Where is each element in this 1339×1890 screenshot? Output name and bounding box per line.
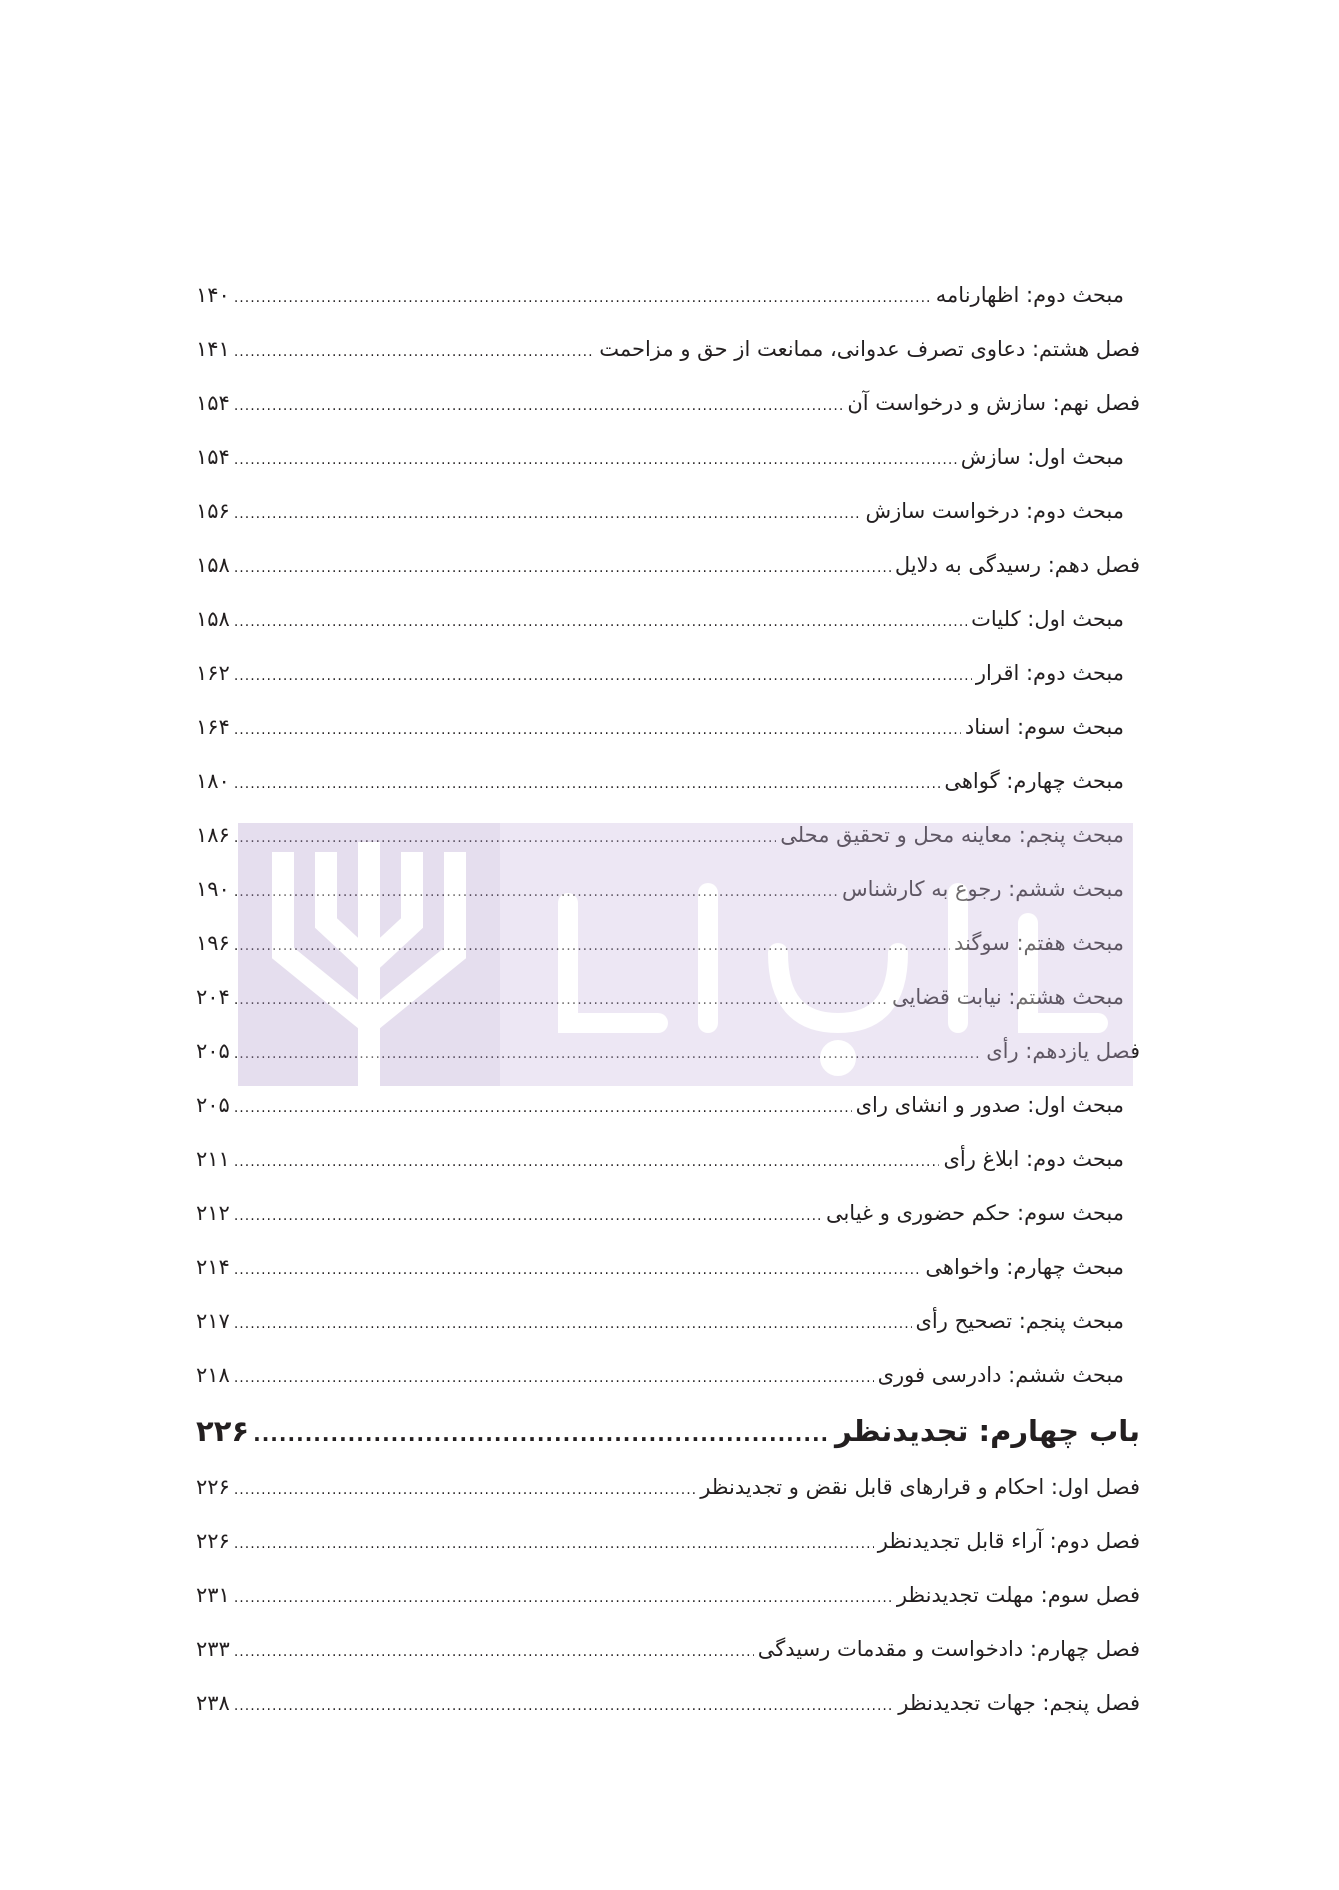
entry-page-number: ۱۴۰	[196, 283, 230, 307]
entry-title: مبحث ششم: رجوع به کارشناس	[842, 877, 1124, 901]
dot-leader	[234, 1243, 922, 1297]
entry-page-number: ۲۰۵	[196, 1093, 230, 1117]
entry-title: مبحث هفتم: سوگند	[954, 931, 1124, 955]
dot-leader	[234, 1625, 754, 1679]
toc-entry	[196, 1348, 1140, 1402]
entry-page-number: ۲۳۸	[196, 1691, 230, 1715]
entry-title: مبحث دوم: ابلاغ رأی	[943, 1147, 1124, 1171]
dot-leader	[234, 811, 776, 865]
entry-page-number: ۲۲۶	[196, 1475, 230, 1499]
entry-title: مبحث سوم: اسناد	[964, 715, 1124, 739]
dot-leader	[234, 1571, 893, 1625]
entry-title: فصل دوم: آراء قابل تجدیدنظر	[877, 1529, 1140, 1553]
entry-page-number: ۱۸۰	[196, 769, 230, 793]
entry-title: مبحث ششم: دادرسی فوری	[877, 1363, 1124, 1387]
toc-entry	[196, 592, 1140, 646]
toc-entry	[196, 1132, 1140, 1186]
toc-entry	[196, 970, 1140, 1024]
entry-title: مبحث دوم: درخواست سازش	[865, 499, 1124, 523]
dot-leader	[234, 703, 961, 757]
dot-leader	[234, 1679, 894, 1733]
entry-title: مبحث اول: صدور و انشای رای	[855, 1093, 1124, 1117]
dot-leader	[234, 379, 844, 433]
entry-page-number: ۲۳۳	[196, 1637, 230, 1661]
toc-entry	[196, 376, 1140, 430]
toc-entry	[196, 1460, 1140, 1514]
toc-heading	[196, 1402, 1140, 1460]
toc-entry	[196, 430, 1140, 484]
entry-title: فصل پنجم: جهات تجدیدنظر	[898, 1691, 1140, 1715]
entry-page-number: ۲۱۱	[196, 1147, 230, 1171]
entry-page-number: ۲۱۸	[196, 1363, 230, 1387]
toc-entry	[196, 538, 1140, 592]
entry-title: فصل چهارم: دادخواست و مقدمات رسیدگی	[757, 1637, 1140, 1661]
entry-page-number: ۱۹۶	[196, 931, 230, 955]
entry-page-number: ۲۲۶	[196, 1529, 230, 1553]
entry-page-number: ۱۵۸	[196, 553, 230, 577]
dot-leader	[234, 919, 950, 973]
entry-page-number: ۱۵۶	[196, 499, 230, 523]
dot-leader	[234, 1081, 852, 1135]
table-of-contents	[196, 268, 1140, 1730]
toc-entry	[196, 754, 1140, 808]
entry-title: مبحث هشتم: نیابت قضایی	[891, 985, 1124, 1009]
dot-leader	[234, 271, 932, 325]
toc-entry	[196, 700, 1140, 754]
toc-entry	[196, 484, 1140, 538]
entry-title: مبحث دوم: اظهارنامه	[935, 283, 1124, 307]
entry-title: فصل اول: احکام و قرارهای قابل نقض و تجدیدنظر	[700, 1475, 1140, 1499]
toc-entry	[196, 1514, 1140, 1568]
entry-page-number: ۱۶۴	[196, 715, 230, 739]
dot-leader	[234, 595, 967, 649]
toc-entry	[196, 646, 1140, 700]
entry-page-number: ۱۵۸	[196, 607, 230, 631]
toc-entry	[196, 862, 1140, 916]
toc-entry	[196, 1568, 1140, 1622]
dot-leader	[234, 433, 957, 487]
entry-title: مبحث پنجم: تصحیح رأی	[915, 1309, 1124, 1333]
entry-page-number: ۲۳۱	[196, 1583, 230, 1607]
toc-entry	[196, 1186, 1140, 1240]
entry-page-number: ۱۴۱	[196, 337, 230, 361]
entry-title: فصل نهم: سازش و درخواست آن	[847, 391, 1140, 415]
toc-entry	[196, 1676, 1140, 1730]
toc-entry	[196, 1622, 1140, 1676]
toc-entry	[196, 1024, 1140, 1078]
dot-leader	[234, 541, 891, 595]
toc-entry	[196, 808, 1140, 862]
entry-page-number: ۱۶۲	[196, 661, 230, 685]
toc-entry	[196, 268, 1140, 322]
entry-title: مبحث سوم: حکم حضوری و غیابی	[825, 1201, 1124, 1225]
dot-leader	[234, 757, 941, 811]
dot-leader	[234, 1297, 912, 1351]
entry-title: مبحث پنجم: معاینه محل و تحقیق محلی	[780, 823, 1124, 847]
dot-leader	[253, 1405, 831, 1463]
toc-entry	[196, 916, 1140, 970]
dot-leader	[234, 1351, 874, 1405]
entry-page-number: ۲۰۴	[196, 985, 230, 1009]
dot-leader	[234, 973, 888, 1027]
entry-title: باب چهارم: تجدیدنظر	[835, 1414, 1140, 1448]
entry-page-number: ۱۵۴	[196, 445, 230, 469]
dot-leader	[234, 1135, 940, 1189]
entry-page-number: ۲۰۵	[196, 1039, 230, 1063]
entry-page-number: ۲۱۲	[196, 1201, 230, 1225]
dot-leader	[234, 649, 972, 703]
dot-leader	[234, 1189, 822, 1243]
entry-title: مبحث چهارم: واخواهی	[925, 1255, 1124, 1279]
dot-leader	[234, 1463, 696, 1517]
dot-leader	[234, 487, 862, 541]
toc-entry	[196, 322, 1140, 376]
dot-leader	[234, 325, 595, 379]
entry-page-number: ۱۵۴	[196, 391, 230, 415]
entry-title: مبحث اول: کلیات	[971, 607, 1124, 631]
toc-entry	[196, 1294, 1140, 1348]
entry-title: مبحث اول: سازش	[960, 445, 1124, 469]
toc-entry	[196, 1240, 1140, 1294]
entry-page-number: ۲۱۴	[196, 1255, 230, 1279]
entry-page-number: ۱۸۶	[196, 823, 230, 847]
entry-page-number: ۲۲۶	[196, 1414, 250, 1448]
dot-leader	[234, 1517, 874, 1571]
dot-leader	[234, 1027, 982, 1081]
entry-title: فصل سوم: مهلت تجدیدنظر	[896, 1583, 1140, 1607]
dot-leader	[234, 865, 838, 919]
toc-entry	[196, 1078, 1140, 1132]
entry-title: فصل دهم: رسیدگی به دلایل	[894, 553, 1140, 577]
entry-title: فصل یازدهم: رأی	[986, 1039, 1140, 1063]
entry-title: مبحث دوم: اقرار	[975, 661, 1124, 685]
entry-page-number: ۲۱۷	[196, 1309, 230, 1333]
entry-title: مبحث چهارم: گواهی	[944, 769, 1124, 793]
entry-page-number: ۱۹۰	[196, 877, 230, 901]
entry-title: فصل هشتم: دعاوی تصرف عدوانی، ممانعت از حق و مزاحمت	[599, 337, 1140, 361]
